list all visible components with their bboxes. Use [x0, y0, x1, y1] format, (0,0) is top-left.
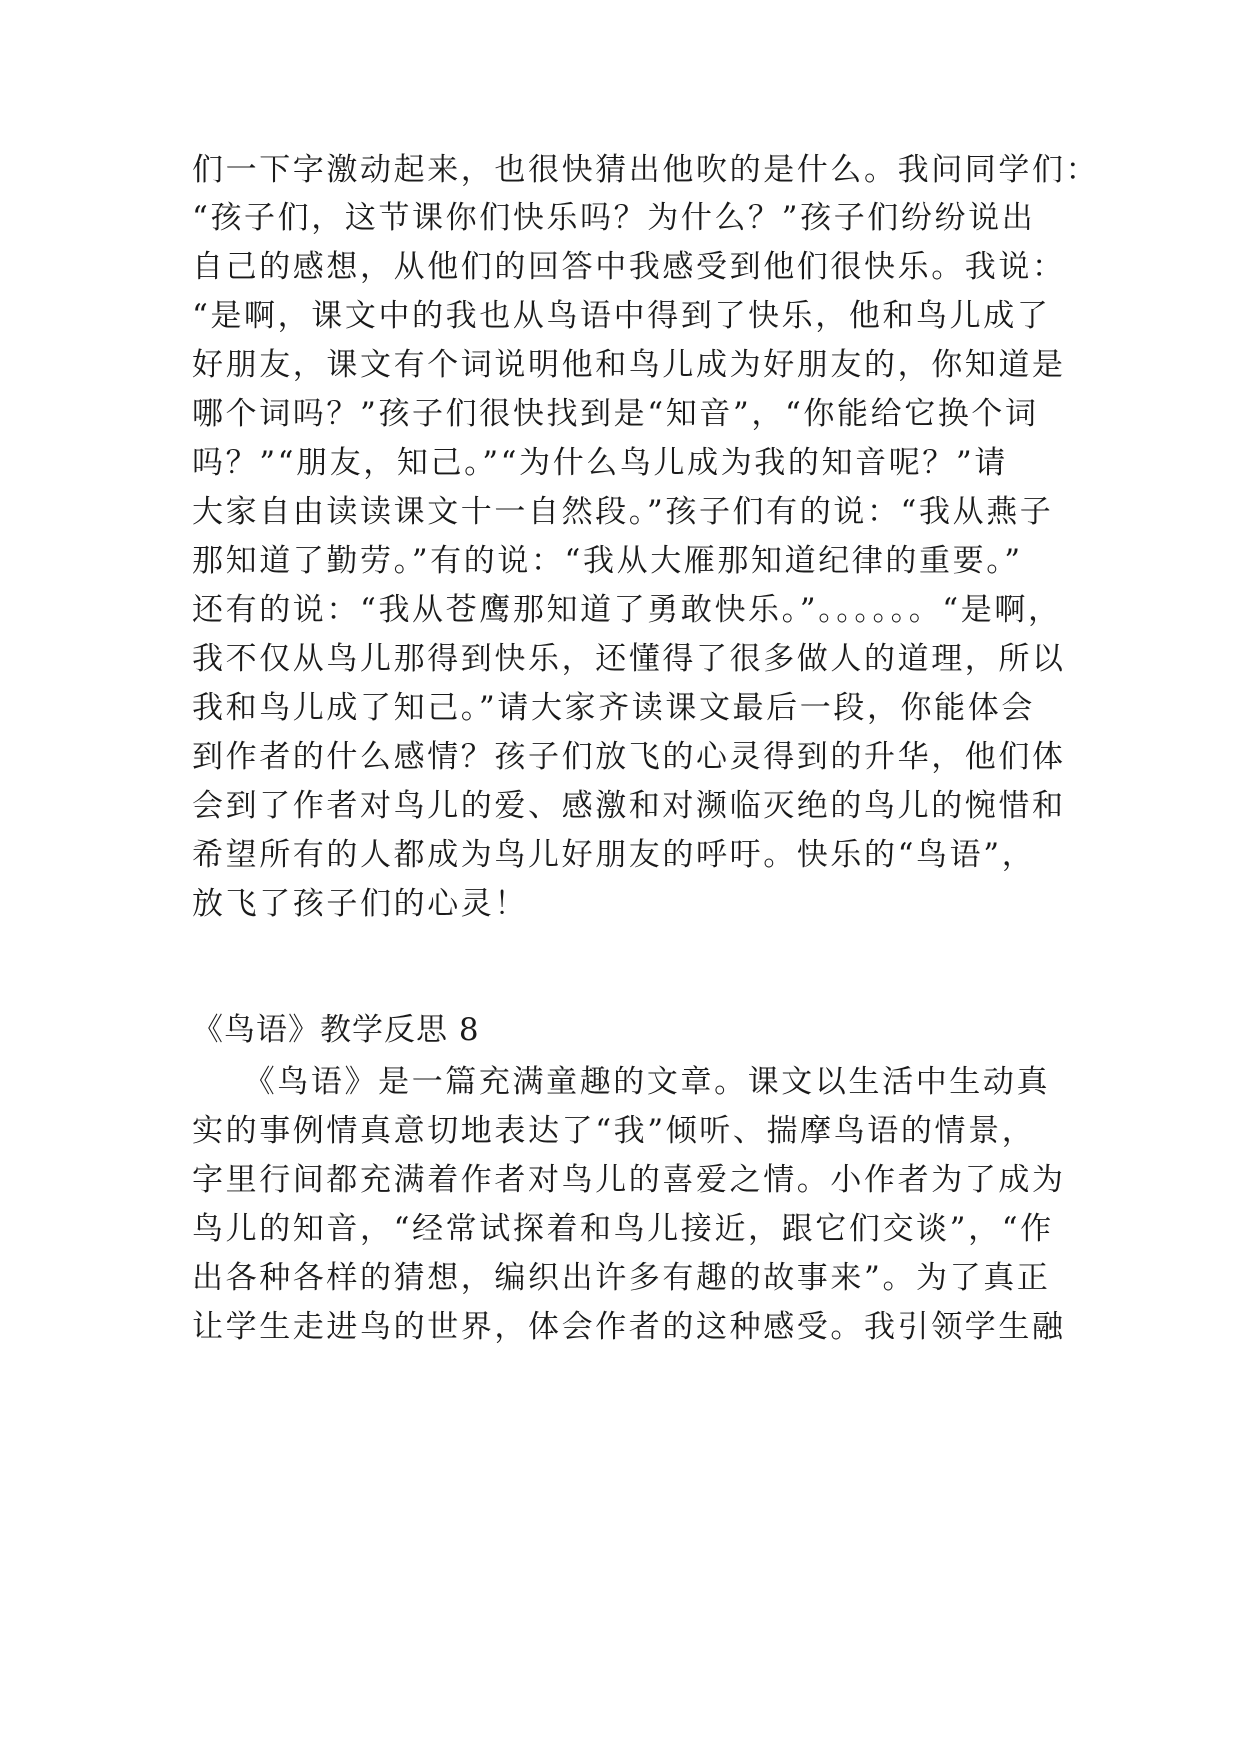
paragraph-line: 希望所有的人都成为鸟儿好朋友的呼吁。快乐的“鸟语”， — [192, 837, 1036, 873]
paragraph-line: 到作者的什么感情？孩子们放飞的心灵得到的升华，他们体 — [192, 739, 1066, 775]
paragraph-line: 鸟儿的知音，“经常试探着和鸟儿接近，跟它们交谈”，“作 — [192, 1211, 1054, 1247]
paragraph-line: 哪个词吗？”孩子们很快找到是“知音”，“你能给它换个词 — [192, 396, 1039, 432]
paragraph-line: 大家自由读读课文十一自然段。”孩子们有的说：“我从燕子 — [192, 494, 1054, 530]
paragraph-line: 放飞了孩子们的心灵！ — [192, 886, 528, 922]
paragraph-line: 吗？”“朋友，知己。”“为什么鸟儿成为我的知音呢？”请 — [192, 445, 1008, 481]
section-title: 《鸟语》教学反思 8 — [192, 1012, 480, 1048]
paragraph-line: 还有的说：“我从苍鹰那知道了勇敢快乐。”。。。。。。“是啊， — [192, 592, 1062, 628]
paragraph-line: “孩子们，这节课你们快乐吗？为什么？”孩子们纷纷说出 — [192, 200, 1036, 236]
paragraph-line: 那知道了勤劳。”有的说：“我从大雁那知道纪律的重要。” — [192, 543, 1023, 579]
paragraph-line: 好朋友，课文有个词说明他和鸟儿成为好朋友的，你知道是 — [192, 347, 1066, 383]
paragraph-line: 们一下字激动起来，也很快猜出他吹的是什么。我问同学们： — [192, 152, 1100, 188]
paragraph-line: 字里行间都充满着作者对鸟儿的喜爱之情。小作者为了成为 — [192, 1162, 1066, 1198]
paragraph-line: “是啊，课文中的我也从鸟语中得到了快乐，他和鸟儿成了 — [192, 298, 1051, 334]
paragraph-line: 自己的感想，从他们的回答中我感受到他们很快乐。我说： — [192, 249, 1066, 285]
paragraph-line: 《鸟语》是一篇充满童趣的文章。课文以生活中生动真 — [192, 1064, 1051, 1100]
paragraph-line: 实的事例情真意切地表达了“我”倾听、揣摩鸟语的情景， — [192, 1113, 1036, 1149]
paragraph-line: 我不仅从鸟儿那得到快乐，还懂得了很多做人的道理，所以 — [192, 641, 1066, 677]
paragraph-line: 会到了作者对鸟儿的爱、感激和对濒临灭绝的鸟儿的惋惜和 — [192, 788, 1066, 824]
paragraph-line: 出各种各样的猜想，编织出许多有趣的故事来”。为了真正 — [192, 1260, 1051, 1296]
paragraph-line: 我和鸟儿成了知己。”请大家齐读课文最后一段，你能体会 — [192, 690, 1035, 726]
paragraph-line: 让学生走进鸟的世界，体会作者的这种感受。我引领学生融 — [192, 1309, 1066, 1345]
